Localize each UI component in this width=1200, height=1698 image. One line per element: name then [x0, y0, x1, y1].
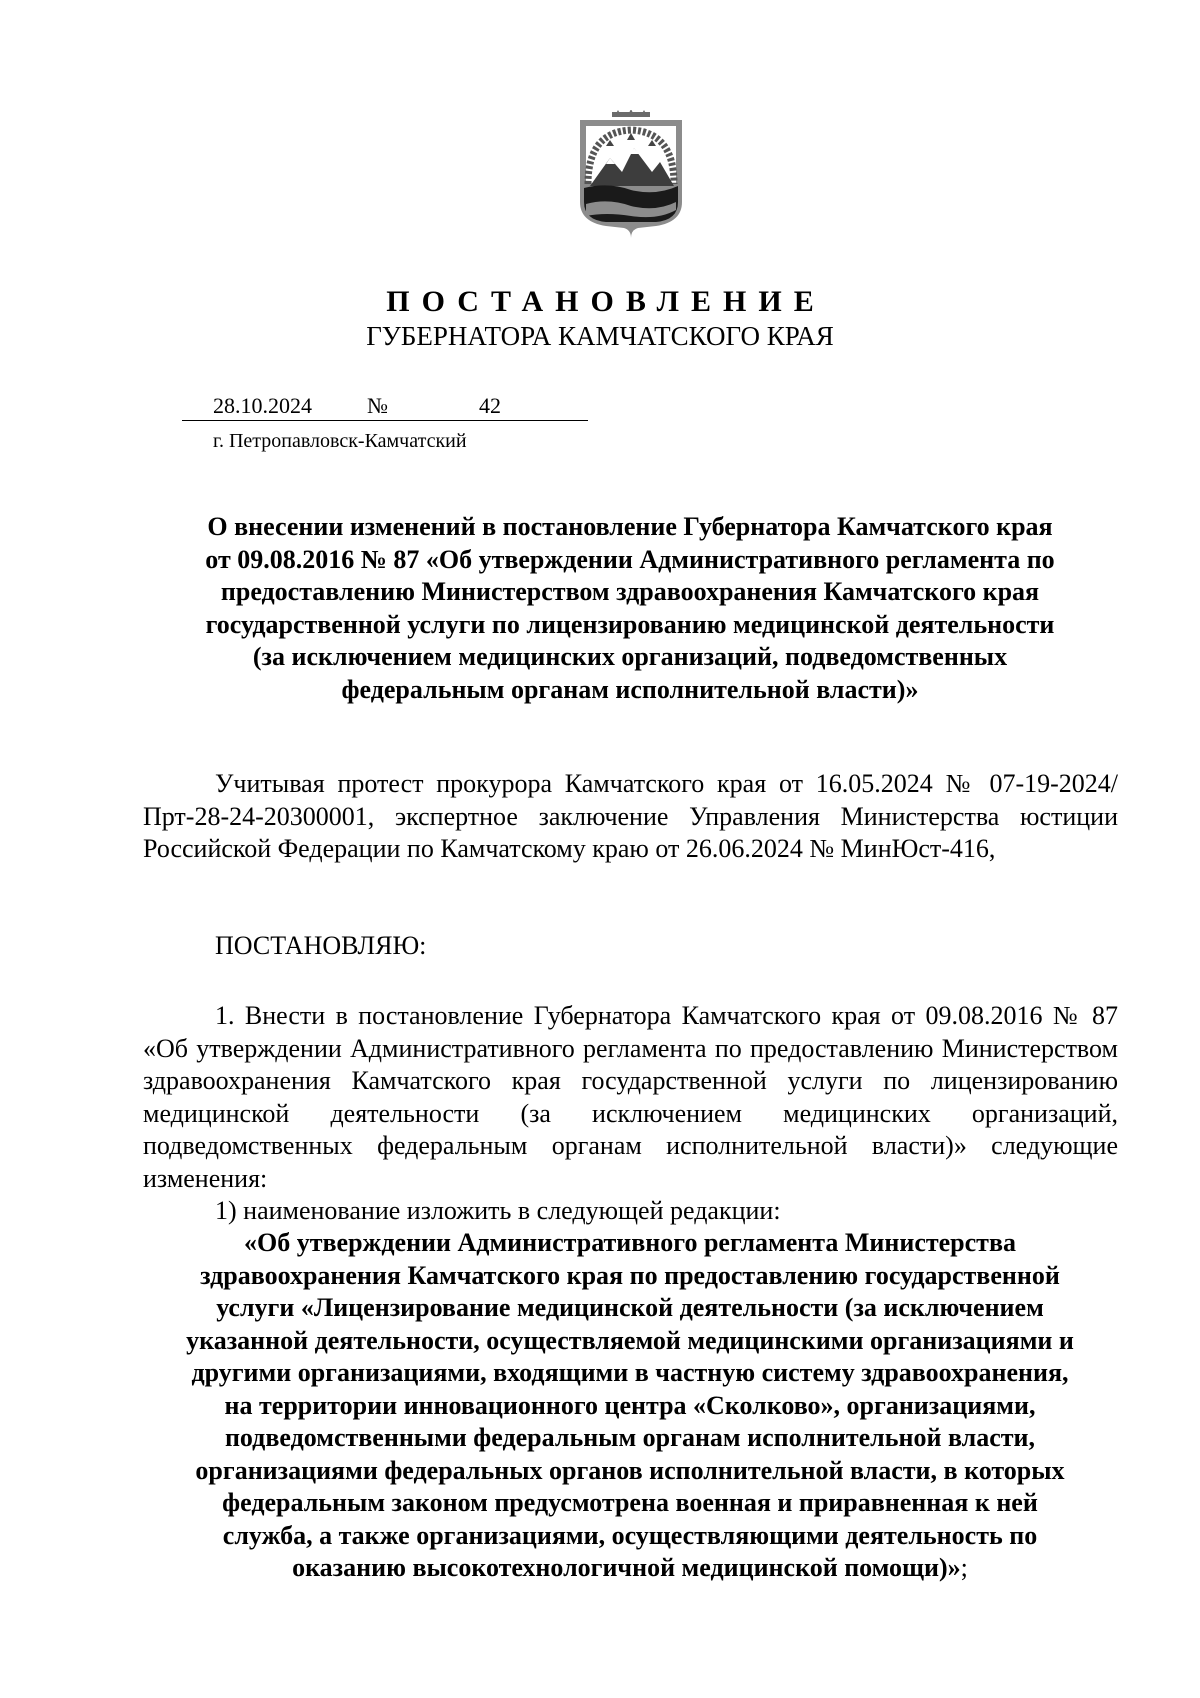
document-title: ПОСТАНОВЛЕНИЕ: [386, 285, 826, 318]
subject-line: О внесении изменений в постановление Губернатора Камчатского края: [207, 512, 1053, 541]
date-number-line: [182, 390, 588, 421]
document-city: г. Петропавловск-Камчатский: [213, 430, 467, 452]
subject-line: предоставлению Министерством здравоохранения Камчатского края: [220, 577, 1040, 606]
document-number: 42: [479, 393, 501, 418]
document-subject: [140, 511, 1120, 706]
quote-line: другими организациями, входящими в частную систему здравоохранения,: [191, 1358, 1069, 1387]
number-sign: №: [367, 393, 388, 418]
quote-line: здравоохранения Камчатского края по предоставлению государственной: [200, 1260, 1060, 1290]
new-title-quote: [140, 1227, 1120, 1585]
quote-line: организациями федеральных органов исполнительной власти, в которых: [195, 1455, 1065, 1485]
subject-line: от 09.08.2016 № 87 «Об утверждении Административного регламента по: [205, 544, 1055, 574]
subject-line: федеральным органам исполнительной власти)»: [341, 674, 919, 704]
quote-line: указанной деятельности, осуществляемой медицинскими организациями и: [186, 1325, 1074, 1355]
quote-line: на территории инновационного центра «Сколково», организациями,: [224, 1390, 1036, 1420]
document-date: 28.10.2024: [213, 393, 312, 418]
basis-paragraph: Учитывая протест прокурора Камчатского края от 16.05.2024 № 07-19-2024/Прт-28-24-20300001, экспертное заключение Управления Министерства юстиции Российской Федерации по Камчатскому краю от 26.06.2024 № МинЮст-416,: [143, 769, 1118, 863]
item-1-paragraph: 1. Внести в постановление Губернатора Камчатского края от 09.08.2016 № 87 «Об утверждении Административного регламента по предоставлению Министерством здравоохранения Камчатского края государственной услуги по лицензированию медицинской деятельности (за исключением медицинских организаций, подведомственных федеральным органам исполнительной власти)» следующие изменения:: [143, 1001, 1118, 1193]
quote-line: «Об утверждении Административного регламента Министерства: [244, 1228, 1016, 1257]
quote-line: федеральным законом предусмотрена военная и приравненная к ней: [222, 1488, 1038, 1517]
quote-line: подведомственными федеральным органам исполнительной власти,: [224, 1423, 1036, 1452]
quote-line: служба, а также организациями, осуществляющими деятельность по: [222, 1520, 1038, 1550]
subject-line: государственной услуги по лицензированию медицинской деятельности: [205, 609, 1055, 639]
subitem-1-paragraph: 1) наименование изложить в следующей редакции:: [215, 1196, 781, 1225]
document-issuer: ГУБЕРНАТОРА КАМЧАТСКОГО КРАЯ: [366, 321, 834, 351]
quote-tail: ;: [960, 1553, 968, 1582]
quote-last-line: оказанию высокотехнологичной медицинской помощи)»: [292, 1553, 961, 1582]
quote-line: услуги «Лицензирование медицинской деятельности (за исключением: [216, 1293, 1044, 1322]
subject-line: (за исключением медицинских организаций, подведомственных: [252, 642, 1008, 671]
quote-line: [140, 1552, 1120, 1585]
coat-of-arms-icon: [578, 110, 684, 238]
resolve-heading: ПОСТАНОВЛЯЮ:: [215, 931, 427, 960]
